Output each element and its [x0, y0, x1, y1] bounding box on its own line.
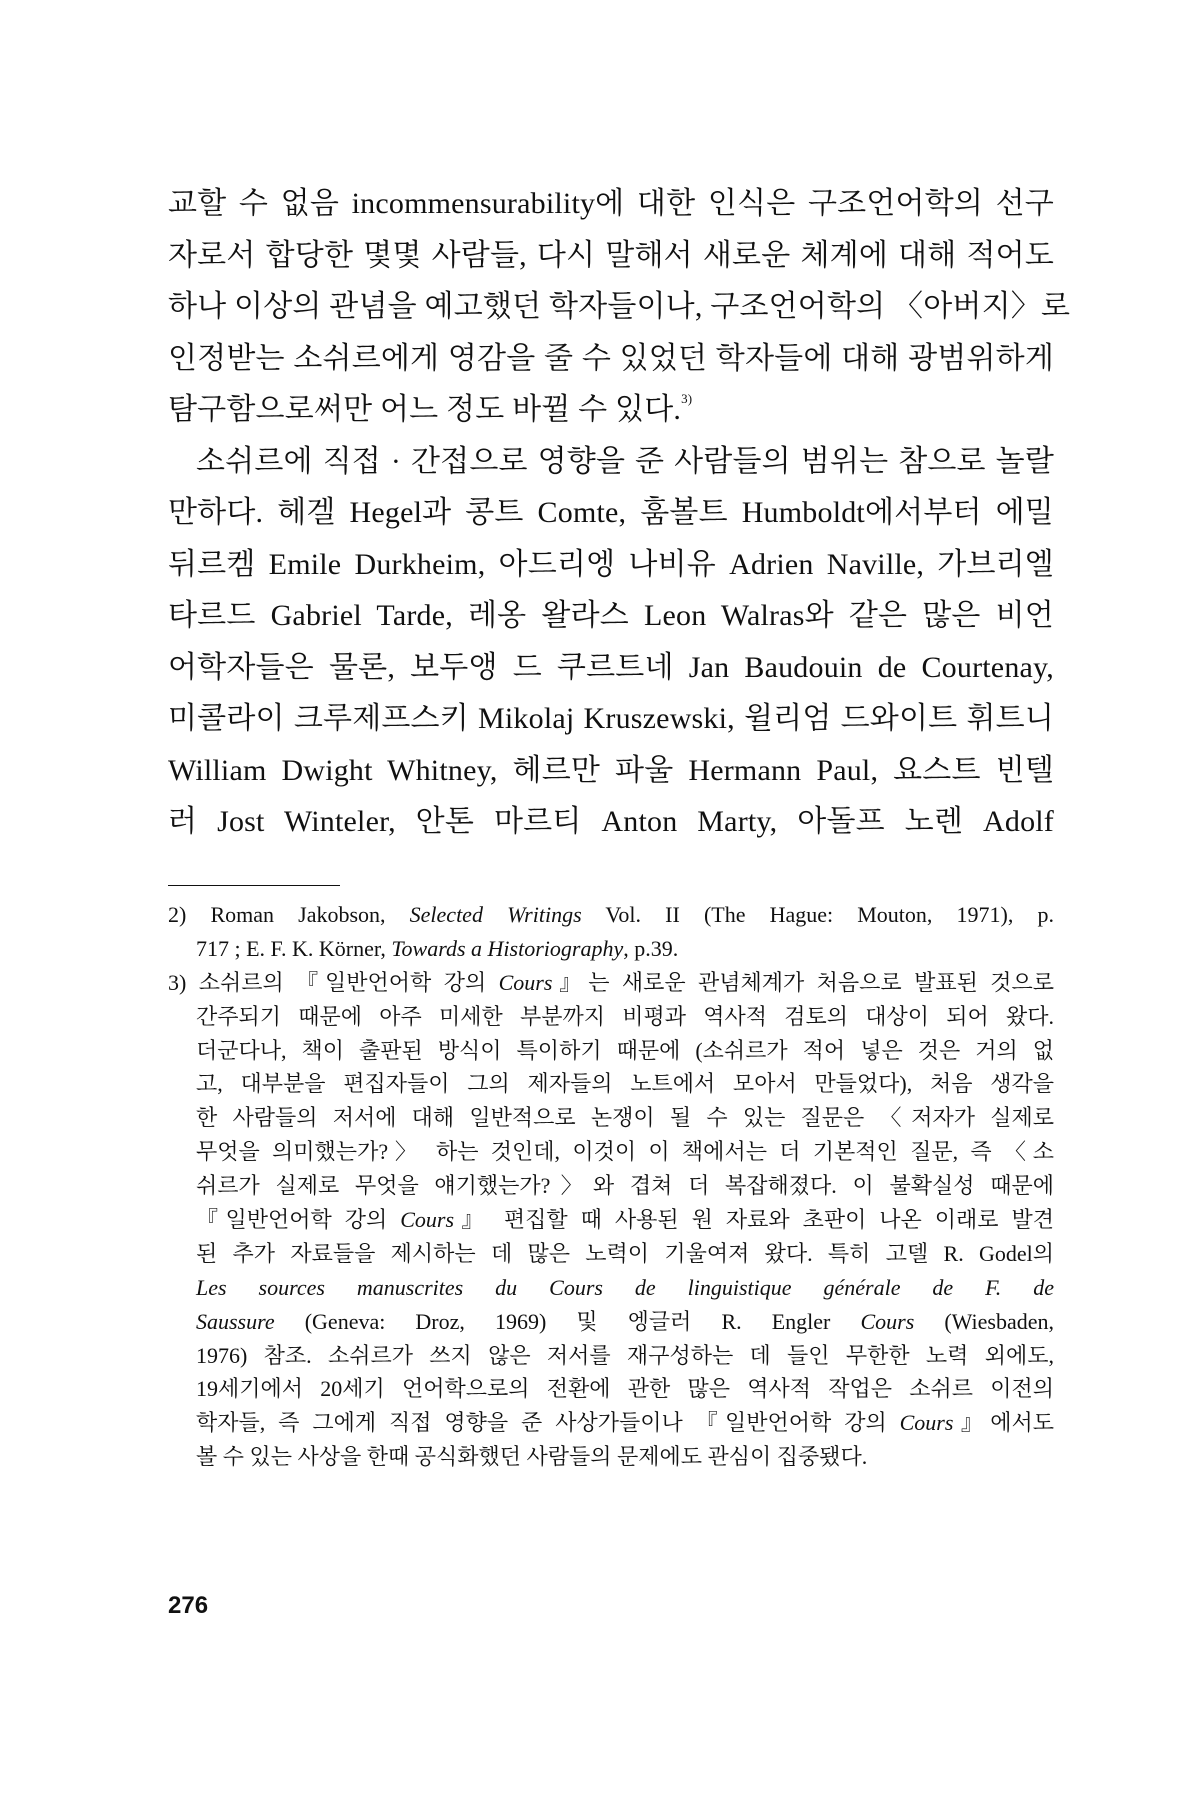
body-line-text: 탐구함으로써만 어느 정도 바뀔 수 있다. — [168, 393, 682, 426]
footnotes — [168, 898, 1054, 1474]
body-line: 교할 수 없음 incommensurability에 대한 인식은 구조언어학의 선구 — [168, 187, 1054, 220]
footnote-title: Cours — [400, 1207, 454, 1233]
footnote-3-line: 1976) 참조. 소쉬르가 쓰지 않은 저서를 재구성하는 데 들인 무한한 노력 외에도, — [196, 1342, 1054, 1368]
footnote-text: 『일반언어학 강의 — [196, 1207, 401, 1233]
footnote-text: 학자들, 즉 그에게 직접 영향을 준 사상가들이나 『일반언어학 강의 — [196, 1410, 900, 1436]
footnote-text: 3) 소쉬르의 『일반언어학 강의 — [168, 969, 499, 995]
footnote-divider — [168, 885, 340, 886]
footnote-3-line: 쉬르가 실제로 무엇을 얘기했는가?〉와 겹쳐 더 복잡해졌다. 이 불확실성 때문에 — [196, 1173, 1054, 1199]
footnote-text: 』는 새로운 관념체계가 처음으로 발표된 것으로 — [552, 969, 1054, 995]
footnote-text: Vol. II (The Hague: Mouton, 1971), p. — [581, 902, 1055, 927]
body-line: 미콜라이 크루제프스키 Mikolaj Kruszewski, 윌리엄 드와이트 휘트니 — [168, 702, 1054, 735]
footnote-title: Saussure — [196, 1308, 275, 1334]
footnote-text: 2) Roman Jakobson, — [168, 902, 410, 927]
footnote-3-line: 고, 대부분을 편집자들이 그의 제자들의 노트에서 모아서 만들었다), 처음 생각을 — [196, 1071, 1054, 1097]
footnote-text: 717 ; E. F. K. Körner, — [196, 935, 392, 961]
footnote-text: (Geneva: Droz, 1969) 및 엥글러 R. Engler — [274, 1308, 861, 1334]
footnote-3-line: 19세기에서 20세기 언어학으로의 전환에 관한 많은 역사적 작업은 소쉬르 이전의 — [196, 1376, 1054, 1402]
footnote-reference: 3) — [681, 391, 693, 406]
footnote-text: 』 편집할 때 사용된 원 자료와 초판이 나온 이래로 발견 — [454, 1207, 1055, 1233]
body-line-last — [168, 384, 1054, 436]
footnote-3-line: 된 추가 자료들을 제시하는 데 많은 노력이 기울여져 왔다. 특히 고델 R. Godel의 — [196, 1240, 1054, 1266]
footnote-3-line: 볼 수 있는 사상을 한때 공식화했던 사람들의 문제에도 관심이 집중됐다. — [196, 1444, 868, 1470]
body-line: 인정받는 소쉬르에게 영감을 줄 수 있었던 학자들에 대해 광범위하게 — [168, 341, 1054, 375]
footnote-title: Cours — [498, 969, 553, 995]
footnote-title: Cours — [899, 1410, 954, 1436]
page-number: 276 — [168, 1592, 209, 1619]
footnote-3-line: 더군다나, 책이 출판된 방식이 특이하기 때문에 (소쉬르가 적어 넣은 것은 거의 없 — [196, 1037, 1054, 1063]
footnote-title: Cours — [860, 1308, 915, 1334]
body-line: 뒤르켐 Emile Durkheim, 아드리엥 나비유 Adrien Naville, 가브리엘 — [168, 547, 1054, 581]
body-text — [168, 178, 1071, 848]
footnote-3-line: 무엇을 의미했는가?〉 하는 것인데, 이것이 이 책에서는 더 기본적인 질문, 즉 〈소 — [196, 1139, 1054, 1165]
body-line: 만하다. 헤겔 Hegel과 콩트 Comte, 훔볼트 Humboldt에서부터 에밀 — [168, 496, 1054, 529]
footnote-2-line — [168, 898, 1054, 932]
footnote-3-line — [168, 1305, 1054, 1339]
footnote-title: Selected Writings — [409, 902, 582, 927]
footnote-3-line: 한 사람들의 저서에 대해 일반적으로 논쟁이 될 수 있는 질문은 〈저자가 실제로 — [196, 1105, 1054, 1131]
footnote-text: 』에서도 — [953, 1410, 1054, 1436]
footnote-3-line — [168, 966, 1054, 1000]
footnote-3-line — [168, 1406, 1054, 1440]
footnote-text: , p.39. — [623, 935, 679, 961]
body-line: 어학자들은 물론, 보두앵 드 쿠르트네 Jan Baudouin de Courtenay, — [168, 650, 1054, 684]
footnote-2-line — [168, 932, 1054, 966]
footnote-title: Towards a Historiography — [391, 935, 624, 961]
footnote-3-line — [168, 1203, 1054, 1237]
body-line: 러 Jost Winteler, 안톤 마르티 Anton Marty, 아돌프 노렌 Adolf — [168, 805, 1054, 838]
footnote-3-line: Les sources manuscrites du Cours de linguistique générale de F. de — [196, 1274, 1054, 1300]
body-line: 타르드 Gabriel Tarde, 레옹 왈라스 Leon Walras와 같은 많은 비언 — [168, 599, 1054, 632]
body-line: William Dwight Whitney, 헤르만 파울 Hermann Paul, 요스트 빈텔 — [168, 753, 1054, 787]
body-line: 하나 이상의 관념을 예고했던 학자들이나, 구조언어학의 〈아버지〉로 — [168, 290, 1071, 323]
footnote-3-line: 간주되기 때문에 아주 미세한 부분까지 비평과 역사적 검토의 대상이 되어 왔다. — [196, 1003, 1054, 1029]
footnote-text: (Wiesbaden, — [914, 1308, 1054, 1334]
body-line: 자로서 합당한 몇몇 사람들, 다시 말해서 새로운 체계에 대해 적어도 — [168, 238, 1054, 272]
paragraph-first-line: 소쉬르에 직접 · 간접으로 영향을 준 사람들의 범위는 참으로 놀랄 — [196, 444, 1054, 478]
